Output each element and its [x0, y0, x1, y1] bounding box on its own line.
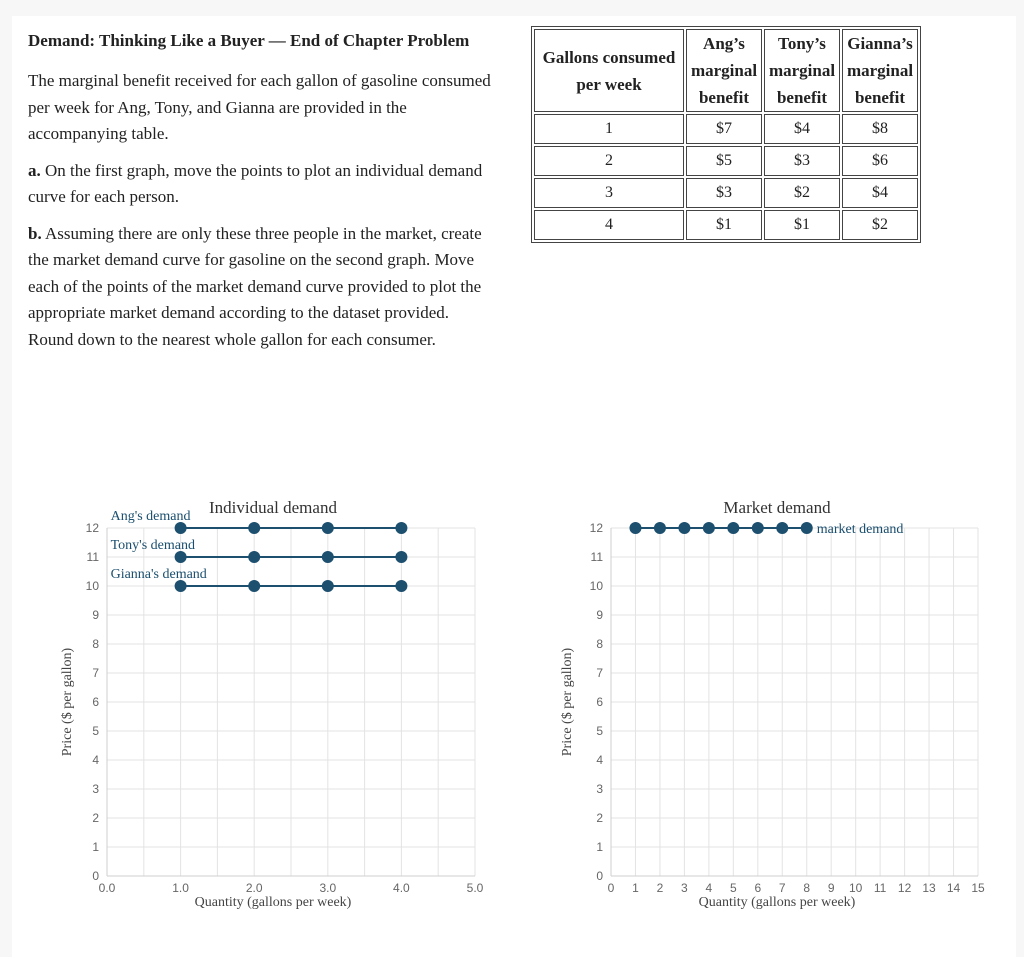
y-tick-label: 7 — [92, 666, 99, 680]
x-tick-label: 0.0 — [98, 881, 116, 895]
draggable-point[interactable] — [248, 522, 260, 534]
x-tick-label: 10 — [848, 881, 863, 895]
table-cell: $3 — [686, 178, 762, 208]
series-label: Tony's demand — [110, 538, 195, 553]
draggable-point[interactable] — [248, 551, 260, 563]
x-tick-label: 6 — [754, 881, 762, 895]
problem-text — [28, 28, 498, 363]
y-tick-label: 0 — [596, 869, 603, 883]
header-gallons: Gallons consumed per week — [534, 29, 684, 112]
table-cell: 1 — [534, 114, 684, 144]
y-tick-label: 3 — [92, 782, 99, 796]
y-tick-label: 1 — [596, 840, 603, 854]
table-cell: 3 — [534, 178, 684, 208]
table-cell: $4 — [764, 114, 840, 144]
y-tick-label: 8 — [596, 637, 603, 651]
part-b-text: Assuming there are only these three people in the market, create the market demand curve for gasoline on the second graph. Move each of the points of the market demand curve provided to plot the appropriate market demand according to the dataset provided. Round down to the nearest whole gallon for each consumer. — [28, 223, 482, 349]
x-tick-label: 9 — [827, 881, 835, 895]
y-tick-label: 5 — [596, 724, 603, 738]
y-tick-label: 2 — [596, 811, 603, 825]
x-tick-label: 4 — [705, 881, 713, 895]
x-tick-label: 1.0 — [172, 881, 189, 895]
draggable-point[interactable] — [322, 580, 334, 592]
table-cell: $7 — [686, 114, 762, 144]
draggable-point[interactable] — [678, 522, 690, 534]
table-cell: $1 — [686, 210, 762, 240]
draggable-point[interactable] — [322, 551, 334, 563]
chart-title: Individual demand — [209, 498, 337, 517]
y-tick-label: 11 — [590, 550, 603, 564]
table-cell: $4 — [842, 178, 918, 208]
y-tick-label: 1 — [92, 840, 99, 854]
draggable-point[interactable] — [703, 522, 715, 534]
draggable-point[interactable] — [322, 522, 334, 534]
x-tick-label: 5 — [729, 881, 737, 895]
x-tick-label: 0 — [607, 881, 615, 895]
y-tick-label: 9 — [92, 608, 99, 622]
draggable-point[interactable] — [395, 522, 407, 534]
header-gianna: Gianna’s marginal benefit — [842, 29, 918, 112]
x-tick-label: 2.0 — [245, 881, 263, 895]
y-tick-label: 10 — [589, 579, 603, 593]
part-b — [28, 221, 498, 354]
y-tick-label: 7 — [596, 666, 603, 680]
table-cell: $1 — [764, 210, 840, 240]
table-row — [534, 146, 918, 176]
table-cell: $6 — [842, 146, 918, 176]
draggable-point[interactable] — [801, 522, 813, 534]
x-tick-label: 13 — [922, 881, 936, 895]
draggable-point[interactable] — [395, 551, 407, 563]
part-b-label: b. — [28, 223, 42, 243]
draggable-point[interactable] — [248, 580, 260, 592]
x-tick-label: 15 — [971, 881, 985, 895]
header-ang: Ang’s marginal benefit — [686, 29, 762, 112]
part-a — [28, 158, 498, 211]
x-axis-label: Quantity (gallons per week) — [698, 895, 856, 910]
y-tick-label: 4 — [92, 753, 99, 767]
x-tick-label: 3 — [681, 881, 688, 895]
y-tick-label: 8 — [92, 637, 99, 651]
y-axis-label: Price ($ per gallon) — [560, 647, 575, 757]
y-tick-label: 0 — [92, 869, 99, 883]
market-demand-graph[interactable] — [512, 490, 1024, 930]
x-tick-label: 7 — [778, 881, 786, 895]
x-axis-label: Quantity (gallons per week) — [194, 895, 352, 910]
table-row — [534, 178, 918, 208]
x-tick-label: 11 — [873, 881, 887, 895]
y-axis-label: Price ($ per gallon) — [60, 647, 75, 757]
y-tick-label: 5 — [92, 724, 99, 738]
y-tick-label: 10 — [85, 579, 99, 593]
x-tick-label: 1 — [632, 881, 639, 895]
table-row — [534, 210, 918, 240]
draggable-point[interactable] — [776, 522, 788, 534]
table-cell: $8 — [842, 114, 918, 144]
x-tick-label: 3.0 — [319, 881, 337, 895]
x-tick-label: 4.0 — [393, 881, 410, 895]
table-cell: 2 — [534, 146, 684, 176]
x-tick-label: 12 — [897, 881, 912, 895]
grid-lines — [611, 528, 978, 876]
draggable-point[interactable] — [727, 522, 739, 534]
individual-demand-graph[interactable] — [0, 490, 512, 930]
y-tick-label: 4 — [596, 753, 603, 767]
part-a-text: On the first graph, move the points to plot an individual demand curve for each person. — [28, 160, 483, 206]
y-tick-label: 12 — [85, 521, 99, 535]
table-cell: $2 — [842, 210, 918, 240]
x-tick-label: 14 — [946, 881, 961, 895]
y-tick-label: 12 — [589, 521, 603, 535]
marginal-benefit-table — [531, 26, 921, 243]
y-tick-label: 6 — [92, 695, 99, 709]
y-tick-label: 9 — [596, 608, 603, 622]
table-header-row — [534, 29, 918, 112]
problem-title: Demand: Thinking Like a Buyer — End of Chapter Problem — [28, 31, 470, 50]
table-cell: $3 — [764, 146, 840, 176]
draggable-point[interactable] — [395, 580, 407, 592]
y-tick-label: 2 — [92, 811, 99, 825]
problem-intro: The marginal benefit received for each gallon of gasoline consumed per week for Ang, Tony, and Gianna are provided in the accompanying table. — [28, 71, 491, 143]
table-cell: $2 — [764, 178, 840, 208]
y-tick-label: 3 — [596, 782, 603, 796]
table-cell: $5 — [686, 146, 762, 176]
series-label: market demand — [816, 522, 904, 537]
chart-title: Market demand — [723, 498, 831, 517]
x-tick-label: 5.0 — [466, 881, 484, 895]
header-tony: Tony’s marginal benefit — [764, 29, 840, 112]
part-a-label: a. — [28, 160, 41, 180]
y-tick-label: 11 — [86, 550, 99, 564]
x-tick-label: 2 — [656, 881, 664, 895]
draggable-point[interactable] — [752, 522, 764, 534]
table-cell: 4 — [534, 210, 684, 240]
series-label: Ang's demand — [110, 509, 191, 524]
x-tick-label: 8 — [803, 881, 811, 895]
draggable-point[interactable] — [629, 522, 641, 534]
draggable-point[interactable] — [654, 522, 666, 534]
series-label: Gianna's demand — [110, 567, 207, 582]
y-tick-label: 6 — [596, 695, 603, 709]
table-row — [534, 114, 918, 144]
